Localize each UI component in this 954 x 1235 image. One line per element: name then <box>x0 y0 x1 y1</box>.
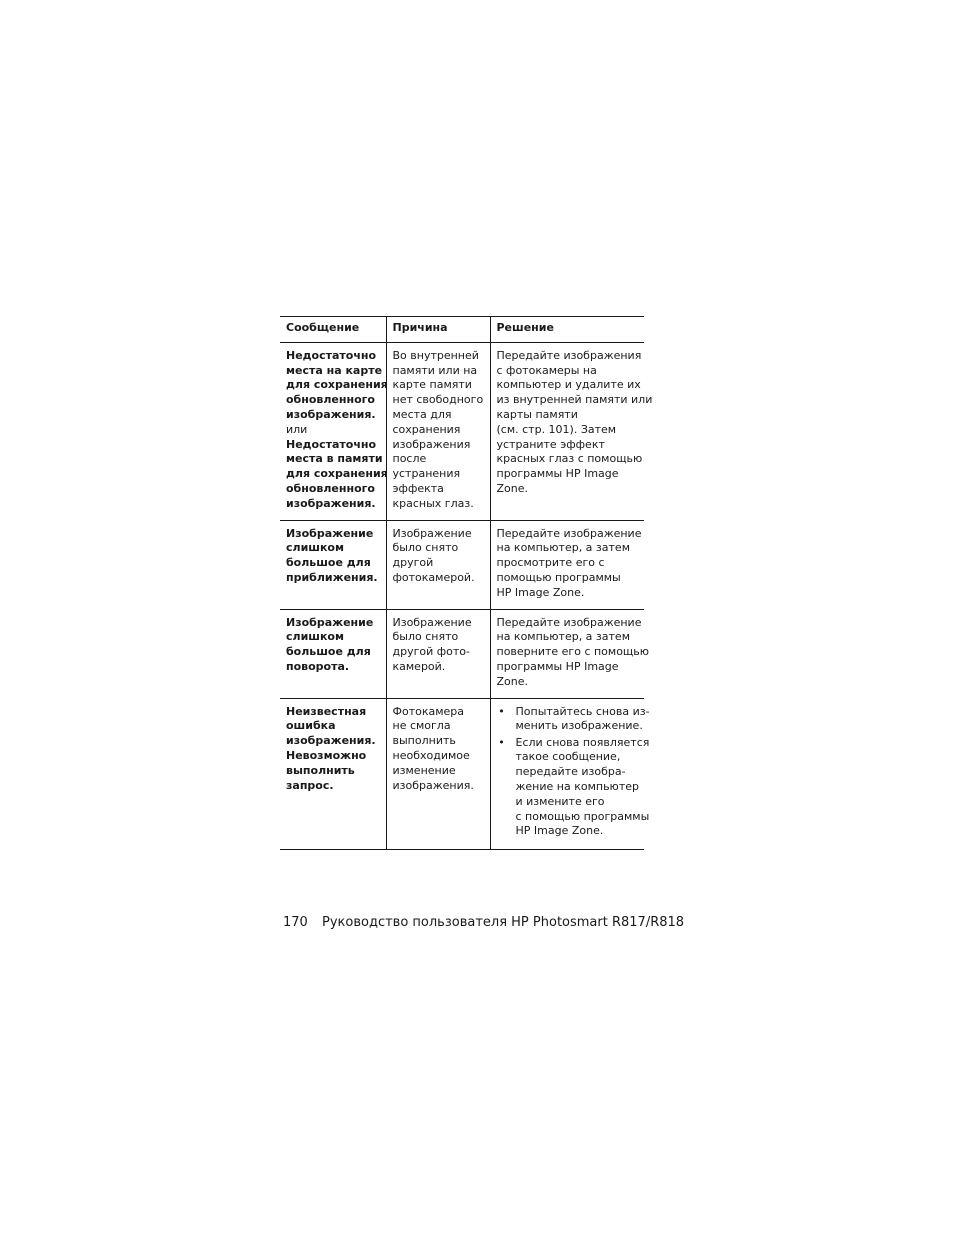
bullet-line: передайте изобра- <box>515 765 626 779</box>
solution-line: помощью программы <box>496 570 621 584</box>
bullet-line: Если снова появляется <box>515 735 650 749</box>
bullet-line: Попытайтесь снова из- <box>515 704 650 718</box>
message-line: Недостаточно <box>286 437 377 451</box>
cause-cell <box>386 609 490 698</box>
table-row <box>280 342 644 520</box>
message-line: большое для <box>286 645 371 659</box>
message-line: Изображение <box>286 615 374 629</box>
cause-line: эффекта <box>392 481 444 495</box>
cause-line: красных глаз. <box>392 496 474 510</box>
cause-line: карте памяти <box>392 378 472 392</box>
message-line: обновленного <box>286 393 375 407</box>
message-cell <box>280 342 386 520</box>
cause-line: Во внутренней <box>392 348 479 362</box>
message-line: Изображение <box>286 526 374 540</box>
solution-line: Передайте изображение <box>496 615 642 629</box>
table-header-row <box>280 317 644 343</box>
solution-line: Zone. <box>496 674 529 688</box>
cause-line: было снято <box>392 541 459 555</box>
solution-line: устраните эффект <box>496 437 605 451</box>
solution-cell <box>490 698 650 849</box>
message-line: места на карте <box>286 363 383 377</box>
solution-line: поверните его с помощью <box>496 645 650 659</box>
message-line: ошибка <box>286 719 336 733</box>
message-cell <box>280 609 386 698</box>
cause-cell <box>386 520 490 609</box>
cause-line: нет свободного <box>392 393 484 407</box>
cause-cell <box>386 698 490 849</box>
cause-line: другой <box>392 556 434 570</box>
page-footer <box>283 914 684 932</box>
message-line: для сохранения <box>286 467 388 481</box>
solution-line: Zone. <box>496 481 529 495</box>
message-line: для сохранения <box>286 378 388 392</box>
solution-line: карты памяти <box>496 407 578 421</box>
cause-cell <box>386 342 490 520</box>
solution-bullet-list <box>497 704 650 840</box>
cause-line: выполнить <box>392 734 456 748</box>
bullet-line: такое сообщение, <box>515 750 621 764</box>
message-line: слишком <box>286 541 344 555</box>
table-row <box>280 609 644 698</box>
list-item <box>497 704 650 735</box>
cause-line: другой фото- <box>392 645 470 659</box>
solution-line: на компьютер, а затем <box>496 541 630 555</box>
cause-line: фотокамерой. <box>392 570 475 584</box>
footer-title: Руководство пользователя HP Photosmart R817/R818 <box>322 915 685 930</box>
table-row <box>280 698 644 849</box>
header-solution: Решение <box>490 317 644 343</box>
page-number: 170 <box>283 915 308 930</box>
bullet-line: и измените его <box>515 794 605 808</box>
solution-line: просмотрите его с <box>496 556 605 570</box>
list-item <box>497 735 650 840</box>
solution-line: компьютер и удалите их <box>496 378 641 392</box>
solution-cell <box>490 342 653 520</box>
message-line: изображения. <box>286 407 376 421</box>
header-cause: Причина <box>386 317 490 343</box>
message-line: Неизвестная <box>286 704 367 718</box>
message-line: Недостаточно <box>286 348 377 362</box>
cause-line: после <box>392 452 427 466</box>
message-line: приближения. <box>286 570 378 584</box>
table-row <box>280 520 644 609</box>
message-line: слишком <box>286 630 344 644</box>
cause-line: Фотокамера <box>392 704 465 718</box>
cause-line: изображения <box>392 437 471 451</box>
solution-line: на компьютер, а затем <box>496 630 630 644</box>
solution-line: HP Image Zone. <box>496 585 585 599</box>
message-line: места в памяти <box>286 452 383 466</box>
cause-line: Изображение <box>392 526 472 540</box>
solution-line: из внутренней памяти или <box>496 393 653 407</box>
cause-line: необходимое <box>392 748 470 762</box>
bullet-icon: • <box>498 704 505 718</box>
solution-line: программы HP Image <box>496 659 619 673</box>
solution-cell <box>490 520 644 609</box>
bullet-line: с помощью программы <box>515 809 650 823</box>
error-message-table <box>280 316 653 850</box>
message-cell <box>280 520 386 609</box>
cause-line: памяти или на <box>392 363 478 377</box>
cause-line: изменение <box>392 763 456 777</box>
solution-line: Передайте изображение <box>496 526 642 540</box>
header-message: Сообщение <box>286 321 360 334</box>
solution-line: красных глаз с помощью <box>496 452 643 466</box>
solution-line: Передайте изображения <box>496 348 642 362</box>
bullet-icon: • <box>498 735 505 749</box>
message-line: обновленного <box>286 481 375 495</box>
solution-line: с фотокамеры на <box>496 363 597 377</box>
cause-line: сохранения <box>392 422 461 436</box>
cause-line: было снято <box>392 630 459 644</box>
cause-line: устранения <box>392 467 461 481</box>
bullet-line: HP Image Zone. <box>515 824 604 838</box>
cause-line: места для <box>392 407 452 421</box>
solution-cell <box>490 609 650 698</box>
cause-line: не смогла <box>392 719 451 733</box>
message-line: Невозможно <box>286 748 367 762</box>
message-line: большое для <box>286 556 371 570</box>
solution-line: (см. стр. 101). Затем <box>496 422 617 436</box>
message-line: или <box>286 422 308 436</box>
message-cell <box>280 698 386 849</box>
message-line: запрос. <box>286 778 334 792</box>
cause-line: Изображение <box>392 615 472 629</box>
message-line: поворота. <box>286 659 350 673</box>
cause-line: камерой. <box>392 659 446 673</box>
solution-line: программы HP Image <box>496 467 619 481</box>
message-line: выполнить <box>286 763 355 777</box>
bullet-line: жение на компьютер <box>515 780 639 794</box>
cause-line: изображения. <box>392 778 474 792</box>
bullet-line: менить изображение. <box>515 719 643 733</box>
message-line: изображения. <box>286 496 376 510</box>
message-line: изображения. <box>286 734 376 748</box>
